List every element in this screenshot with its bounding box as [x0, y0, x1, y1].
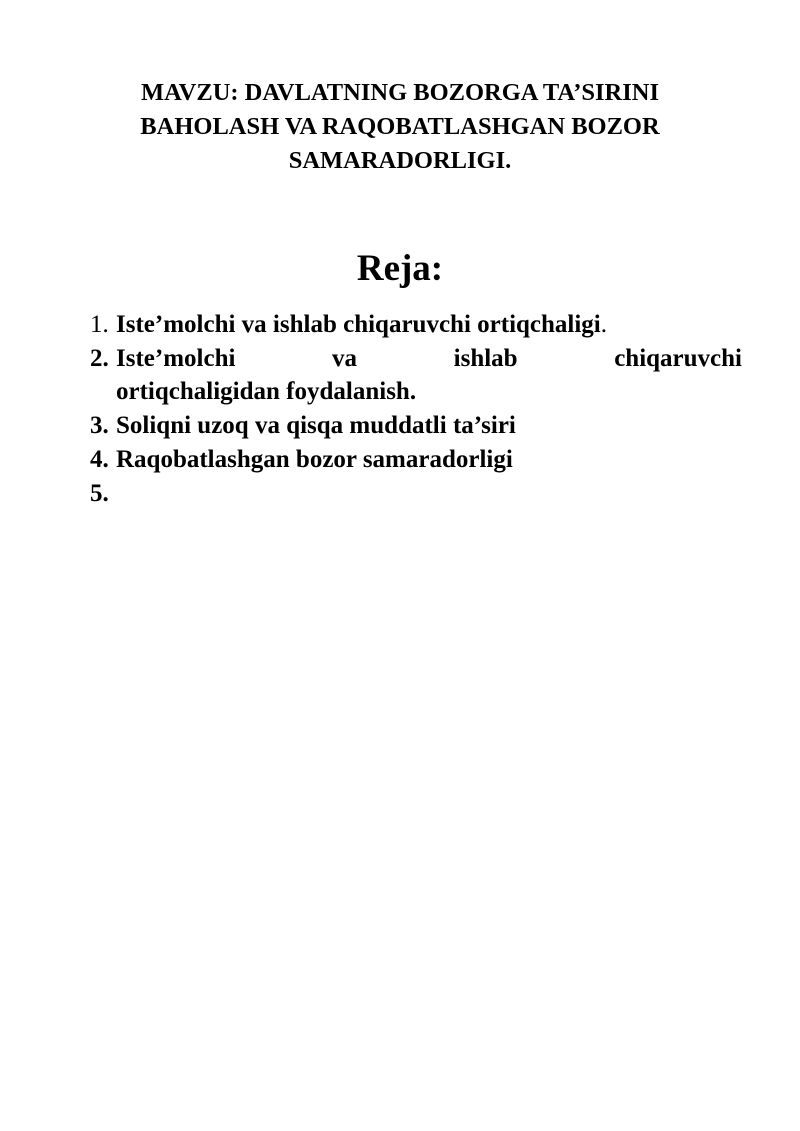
plan-list	[90, 308, 742, 511]
plan-item	[90, 409, 742, 442]
plan-item-number: 3.	[90, 412, 109, 439]
title-line: BAHOLASH VA RAQOBATLASHGAN BOZOR	[140, 113, 660, 140]
plan-item-continuation: ortiqchaligidan foydalanish.	[116, 378, 417, 405]
plan-item	[90, 342, 742, 408]
plan-item-text	[116, 477, 742, 510]
plan-item-word: Iste’molchi	[116, 345, 236, 372]
plan-heading: Reja:	[356, 248, 444, 289]
plan-item-text	[116, 308, 742, 341]
plan-item-word: chiqaruvchi	[614, 345, 742, 372]
plan-item-word: va	[332, 345, 358, 372]
plan-item-text: Raqobatlashgan bozor samaradorligi	[116, 446, 513, 473]
title-line: MAVZU: DAVLATNING BOZORGA TA’SIRINI	[141, 79, 659, 106]
plan-item-text: Soliqni uzoq va qisqa muddatli ta’siri	[116, 412, 516, 439]
plan-item	[90, 308, 742, 341]
plan-item-label: Iste’molchi va ishlab chiqaruvchi ortiqchaligi	[116, 311, 601, 338]
document-title	[80, 76, 720, 178]
plan-item-trailing: .	[600, 311, 608, 338]
plan-item	[90, 443, 742, 476]
plan-item-number: 4.	[90, 446, 109, 473]
plan-item-justified-line	[116, 342, 742, 375]
plan-item-number: 1.	[90, 311, 109, 338]
plan-item-number: 5.	[90, 480, 109, 507]
plan-item-number: 2.	[90, 345, 109, 372]
title-line: SAMARADORLIGI.	[288, 147, 512, 174]
plan-item	[90, 477, 742, 510]
plan-item-word: ishlab	[453, 345, 518, 372]
